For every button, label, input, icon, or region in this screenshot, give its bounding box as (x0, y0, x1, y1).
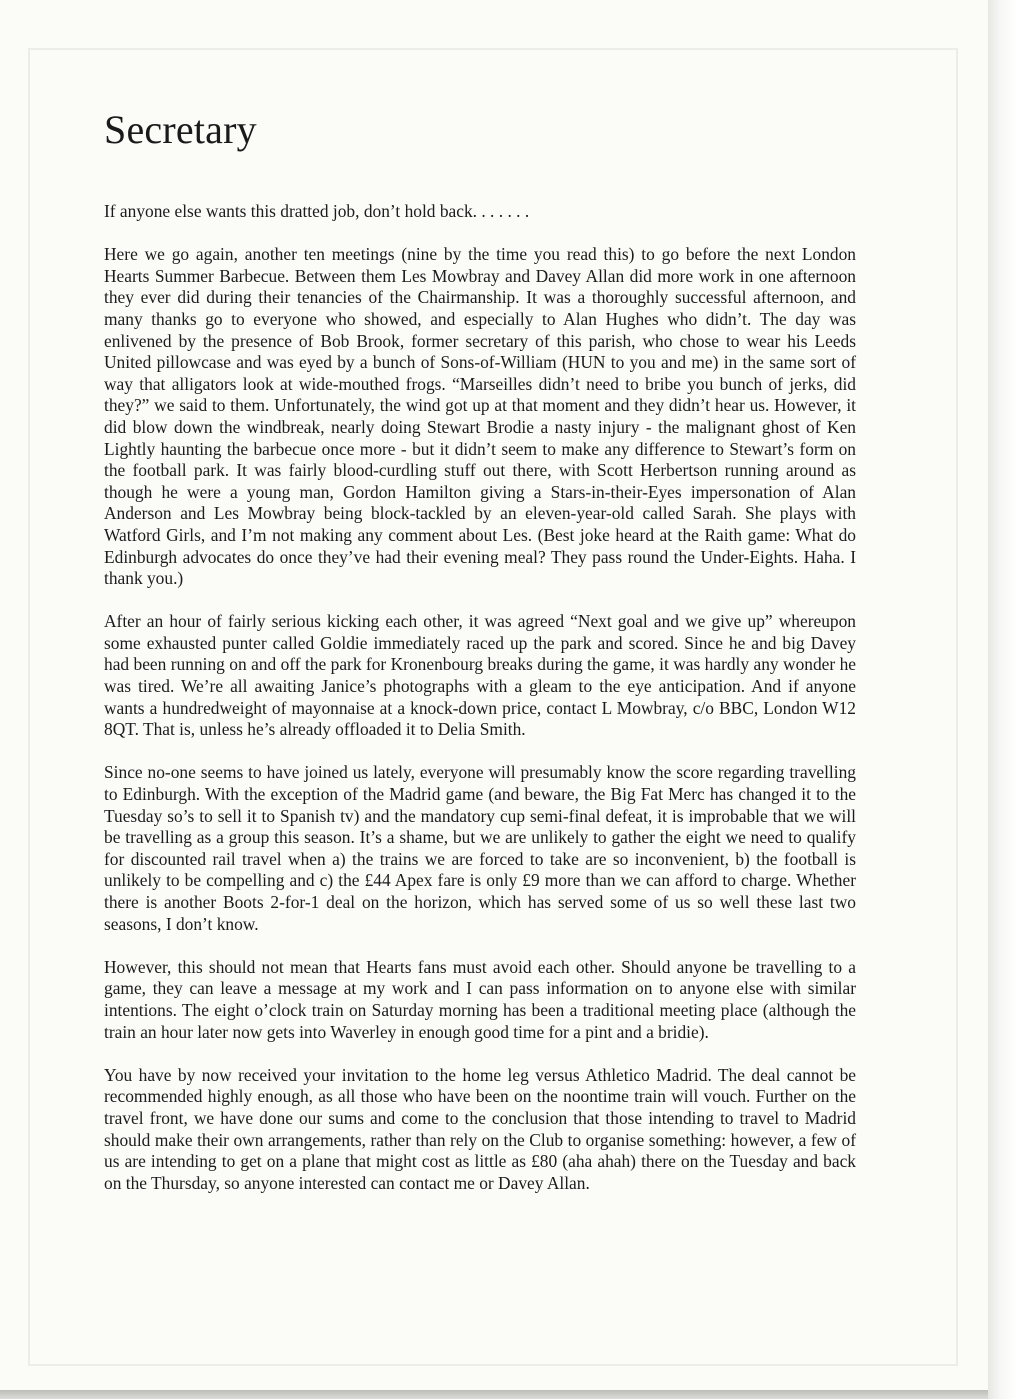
paragraph-travel: Since no-one seems to have joined us lately, everyone will presumably know the score regarding travelling to Edinburgh. With the exception of the Madrid game (and beware, the Big Fat Merc has changed it to the Tuesday so’s to sell it to Spanish tv) and the mandatory cup semi-final defeat, it is improbable that we will be travelling as a group this season. It’s a shame, but we are unlikely to gather the eight we need to qualify for discounted rail travel when a) the trains we are forced to take are so inconvenient, b) the football is unlikely to be compelling and c) the £44 Apex fare is only £9 more than we can afford to charge. Whether there is another Boots 2-for-1 deal on the horizon, which has served some of us so well these last two seasons, I don’t know. (104, 762, 856, 934)
paragraph-madrid: You have by now received your invitation to the home leg versus Athletico Madrid. The deal cannot be recommended highly enough, as all those who have been on the noontime train will vouch. Further on the travel front, we have done our sums and come to the conclusion that those intending to travel to Madrid should make their own arrangements, rather than rely on the Club to organise something: however, a few of us are intending to get on a plane that might cost as little as £80 (aha ahah) there on the Tuesday and back on the Thursday, so anyone interested can contact me or Davey Allan. (104, 1064, 856, 1193)
page-edge-bottom (0, 1390, 988, 1399)
paragraph-barbecue: Here we go again, another ten meetings (nine by the time you read this) to go before the next London Hearts Summer Barbecue. Between them Les Mowbray and Davey Allan did more work in one afternoon they ever did during their tenancies of the Chairmanship. It was a thoroughly successful afternoon, and many thanks go to everyone who showed, and especially to Alan Hughes who didn’t. The day was enlivened by the presence of Bob Brook, former secretary of this parish, who chose to wear his Leeds United pillowcase and was eyed by a bunch of Sons-of-William (HUN to you and me) in the same sort of way that alligators look at wide-mouthed frogs. “Marseilles didn’t need to bribe you bunch of jerks, did they?” we said to them. Unfortunately, the wind got up at that moment and they didn’t hear us. However, it did blow down the windbreak, nearly doing Stewart Brodie a nasty injury - the malignant ghost of Ken Lightly haunting the barbecue once more - but it didn’t seem to make any difference to Stewart’s form on the football park. It was fairly blood-curdling stuff out there, with Scott Herbertson running around as though he were a young man, Gordon Hamilton giving a Stars-in-their-Eyes impersonation of Alan Anderson and Les Mowbray being block-tackled by an eleven-year-old called Sarah. She plays with Watford Girls, and I’m not making any comment about Les. (Best joke heard at the Raith game: What do Edinburgh advocates do once they’ve had their evening meal? They pass round the Under-Eights. Haha. I thank you.) (104, 244, 856, 589)
paragraph-football: After an hour of fairly serious kicking each other, it was agreed “Next goal and we give up” whereupon some exhausted punter called Goldie immediately raced up the park and scored. Since he and big Davey had been running on and off the park for Kronenbourg breaks during the game, it was hardly any wonder he was tired. We’re all awaiting Janice’s photographs with a gleam to the eye anticipation. And if anyone wants a hundredweight of mayonnaise at a knock-down price, contact L Mowbray, c/o BBC, London W12 8QT. That is, unless he’s already offloaded it to Delia Smith. (104, 611, 856, 740)
page-title: Secretary (104, 107, 257, 152)
page-edge-right (988, 0, 1017, 1399)
paragraph-fans: However, this should not mean that Hearts fans must avoid each other. Should anyone be travelling to a game, they can leave a message at my work and I can pass information on to anyone else with similar intentions. The eight o’clock train on Saturday morning has been a traditional meeting place (although the train an hour later now gets into Waverley in enough good time for a pint and a bridie). (104, 956, 856, 1042)
article-body (104, 201, 856, 1216)
paragraph-intro: If anyone else wants this dratted job, don’t hold back. . . . . . . (104, 201, 530, 221)
